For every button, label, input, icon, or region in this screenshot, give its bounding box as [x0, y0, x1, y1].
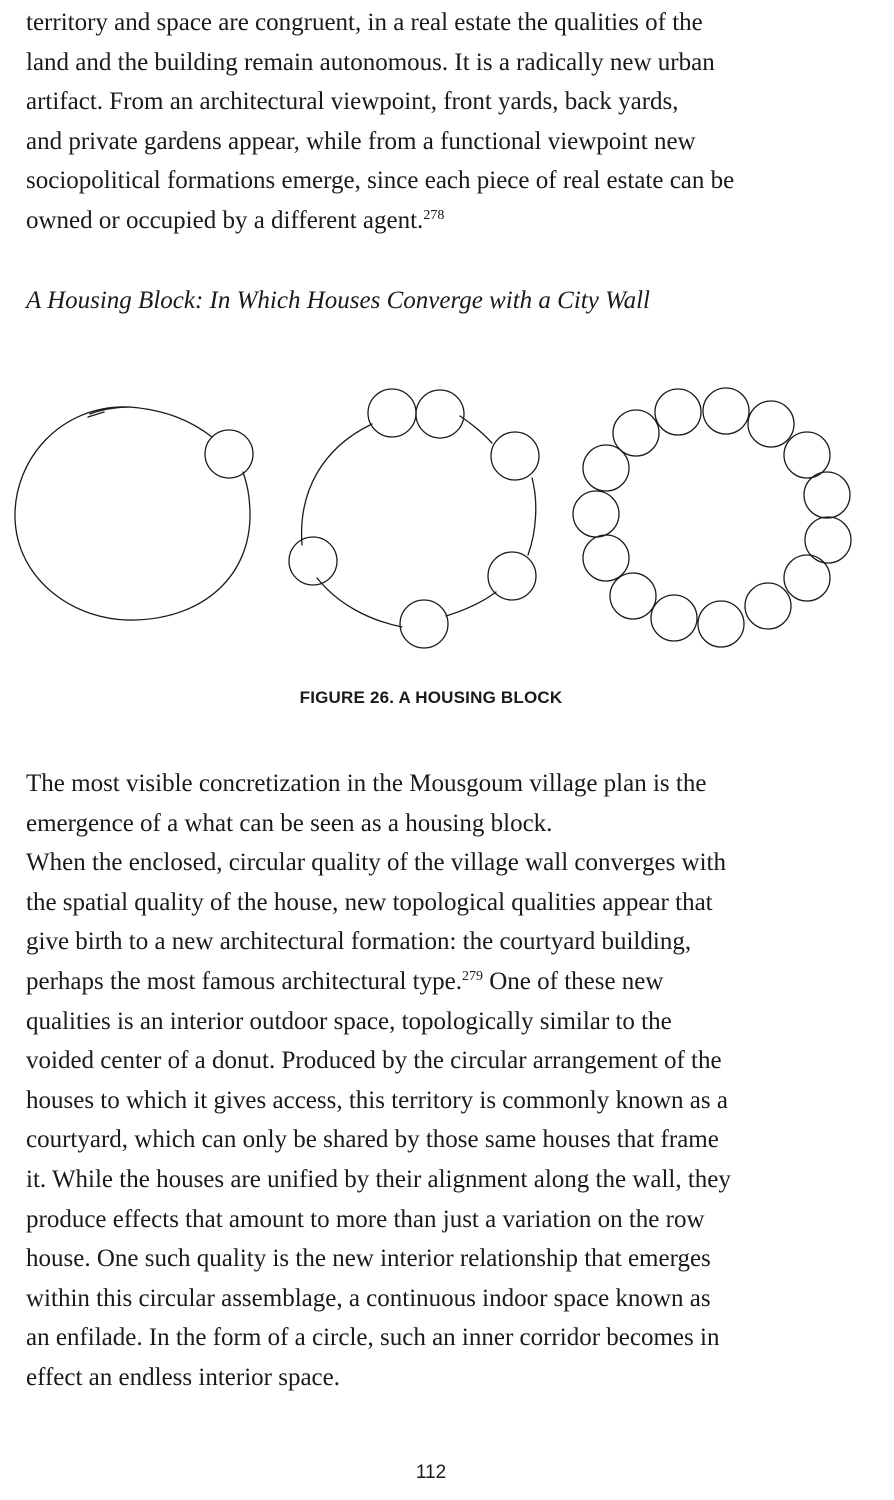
text-line: emergence of a what can be seen as a housing block. — [26, 809, 553, 837]
house-circle — [610, 573, 656, 619]
house-circle — [784, 432, 830, 478]
several-houses-on-wall-diagram — [289, 389, 539, 648]
text-line: it. While the houses are unified by their alignment along the wall, they — [26, 1165, 731, 1193]
house-circle — [748, 401, 794, 447]
text-line: artifact. From an architectural viewpoint, front yards, back yards, — [26, 88, 679, 116]
text-line: voided center of a donut. Produced by the circular arrangement of the — [26, 1047, 722, 1075]
footnote-reference[interactable]: 279 — [461, 968, 483, 984]
text-line: The most visible concretization in the Mousgoum village plan is the — [26, 770, 707, 797]
village-wall-line — [302, 424, 372, 545]
house-circle — [573, 491, 619, 537]
house-circle — [416, 390, 464, 438]
text-line-content: perhaps the most famous architectural type. — [26, 967, 462, 995]
section-heading: A Housing Block: In Which Houses Converge with a City Wall — [26, 287, 650, 314]
text-line: give birth to a new architectural formation: the courtyard building, — [26, 928, 692, 956]
house-circle — [368, 389, 416, 437]
text-line: produce effects that amount to more than just a variation on the row — [26, 1205, 705, 1233]
text-line: house. One such quality is the new interior relationship that emerges — [26, 1245, 711, 1273]
house-circle — [488, 552, 536, 600]
text-line: effect an endless interior space. — [26, 1363, 340, 1391]
houses-forming-ring-diagram — [573, 388, 851, 647]
house-circle — [205, 430, 253, 478]
house-circle — [289, 537, 337, 585]
text-line: and private gardens appear, while from a functional viewpoint new — [26, 127, 696, 155]
top-paragraph — [26, 3, 856, 241]
text-line: houses to which it gives access, this territory is commonly known as a — [26, 1086, 728, 1114]
text-line: territory and space are congruent, in a real estate the qualities of the — [26, 9, 703, 36]
house-circle — [804, 472, 850, 518]
house-circle — [655, 389, 701, 435]
house-circle — [491, 432, 539, 480]
village-wall-line — [88, 407, 212, 437]
text-line: When the enclosed, circular quality of the village wall converges with — [26, 849, 726, 877]
page-number: 112 — [415, 1462, 447, 1483]
text-line: sociopolitical formations emerge, since each piece of real estate can be — [26, 167, 735, 195]
house-circle — [583, 535, 629, 581]
footnote-reference[interactable]: 278 — [423, 207, 445, 223]
text-line: courtyard, which can only be shared by those same houses that frame — [26, 1126, 719, 1154]
house-circle — [651, 595, 697, 641]
house-circle — [784, 555, 830, 601]
house-circle — [613, 410, 659, 456]
village-wall-line — [317, 578, 402, 627]
text-line — [26, 962, 856, 1002]
house-circle — [400, 600, 448, 648]
village-wall-line — [460, 416, 492, 443]
text-line: the spatial quality of the house, new topological qualities appear that — [26, 888, 713, 916]
house-circle — [703, 388, 749, 434]
text-line: within this circular assemblage, a continuous indoor space known as — [26, 1284, 711, 1312]
text-line — [26, 201, 856, 241]
body-paragraph — [26, 764, 856, 1398]
text-line-content: One of these new — [482, 967, 664, 995]
figure-caption: FIGURE 26. A HOUSING BLOCK — [299, 688, 563, 707]
village-wall-line — [15, 407, 250, 620]
text-line-content: owned or occupied by a different agent. — [26, 206, 424, 234]
text-line: qualities is an interior outdoor space, topologically similar to the — [26, 1007, 672, 1035]
housing-block-figure — [0, 370, 894, 670]
village-wall-line — [528, 478, 536, 555]
house-circle — [698, 601, 744, 647]
text-line: land and the building remain autonomous. It is a radically new urban — [26, 48, 715, 76]
house-circle — [745, 583, 791, 629]
text-line: an enfilade. In the form of a circle, such an inner corridor becomes in — [26, 1324, 720, 1352]
single-house-on-wall-diagram — [15, 407, 253, 620]
village-wall-line — [446, 592, 496, 616]
